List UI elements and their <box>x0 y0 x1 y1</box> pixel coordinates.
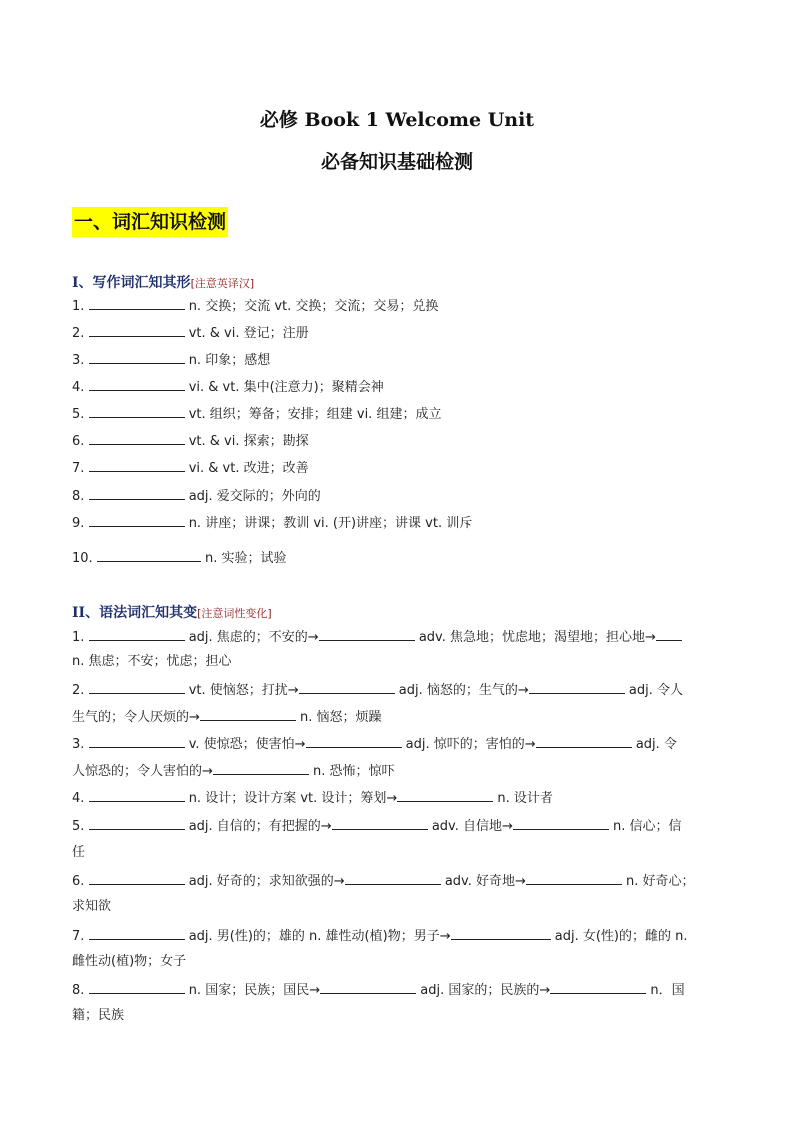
item-text: adj. 令 <box>635 737 677 752</box>
item-num: 1. <box>72 299 85 314</box>
item-num: 3. <box>72 353 85 368</box>
item-num: 7. <box>72 929 85 944</box>
grammar-item-line <box>72 735 732 753</box>
answer-blank[interactable] <box>89 681 185 694</box>
item-num: 7. <box>72 461 85 476</box>
item-num: 2. <box>72 683 85 698</box>
item-text: adv. 焦急地；忧虑地；渴望地；担心地→ <box>418 630 656 645</box>
item-num: 5. <box>72 819 85 834</box>
answer-blank[interactable] <box>200 708 296 721</box>
item-num: 8. <box>72 983 85 998</box>
answer-blank[interactable] <box>526 872 622 885</box>
grammar-item-line <box>72 628 732 646</box>
item-text: n. 恼怒；烦躁 <box>300 710 382 725</box>
item-text: vt. & vi. 探索；勘探 <box>188 434 309 449</box>
grammar-item-line <box>72 1008 732 1024</box>
item-text: n. 设计者 <box>497 791 553 806</box>
answer-blank[interactable] <box>89 817 185 830</box>
grammar-item-line <box>72 654 732 670</box>
item-text: 雌性动(植)物；女子 <box>72 954 187 969</box>
grammar-item-line <box>72 954 732 970</box>
item-text: n．国 <box>650 983 685 998</box>
grammar-item-line <box>72 927 732 945</box>
item-text: 求知欲 <box>72 899 112 914</box>
vocab-item <box>72 378 732 396</box>
item-text: n. 焦虑；不安；忧虑；担心 <box>72 654 232 669</box>
item-text: adj. 焦虑的；不安的→ <box>188 630 319 645</box>
grammar-item-line <box>72 817 732 835</box>
grammar-item-line <box>72 708 732 726</box>
item-text: adj. 爱交际的；外向的 <box>188 489 321 504</box>
item-text: n. 恐怖；惊吓 <box>313 764 395 779</box>
item-text: adj. 好奇的；求知欲强的→ <box>188 874 345 889</box>
answer-blank[interactable] <box>97 549 201 562</box>
item-text: adj. 恼怒的；生气的→ <box>398 683 529 698</box>
part2-heading-text: II、语法词汇知其变 <box>72 605 198 621</box>
item-text: 人惊恐的；令人害怕的→ <box>72 764 213 779</box>
item-text: adj. 男(性)的；雄的 n. 雄性动(植)物；男子→ <box>188 929 451 944</box>
grammar-item-line <box>72 872 732 890</box>
item-text: n. 讲座；讲课；教训 vi. (开)讲座；讲课 vt. 训斥 <box>188 516 473 531</box>
grammar-item-line <box>72 681 732 699</box>
answer-blank[interactable] <box>89 927 185 940</box>
section-heading: 一、词汇知识检测 <box>72 207 228 237</box>
item-text: n. 实验；试验 <box>204 551 287 566</box>
answer-blank[interactable] <box>89 378 185 391</box>
answer-blank[interactable] <box>306 735 402 748</box>
item-text: vi. & vt. 改进；改善 <box>188 461 309 476</box>
answer-blank[interactable] <box>550 981 646 994</box>
vocab-item <box>72 514 732 532</box>
vocab-item <box>72 549 732 567</box>
part2-heading <box>72 602 272 622</box>
vocab-item <box>72 405 732 423</box>
answer-blank[interactable] <box>319 628 415 641</box>
answer-blank[interactable] <box>89 324 185 337</box>
item-text: v. 使惊恐；使害怕→ <box>188 737 306 752</box>
answer-blank[interactable] <box>89 789 185 802</box>
answer-blank[interactable] <box>451 927 551 940</box>
answer-blank[interactable] <box>89 628 185 641</box>
part1-heading <box>72 272 254 292</box>
item-num: 1. <box>72 630 85 645</box>
item-text: n. 信心；信 <box>613 819 682 834</box>
answer-blank[interactable] <box>89 405 185 418</box>
answer-blank[interactable] <box>89 981 185 994</box>
answer-blank[interactable] <box>89 872 185 885</box>
item-text: n. 交换；交流 vt. 交换；交流；交易；兑换 <box>188 299 439 314</box>
item-num: 6. <box>72 434 85 449</box>
part1-heading-text: I、写作词汇知其形 <box>72 275 191 291</box>
vocab-item <box>72 324 732 342</box>
answer-blank[interactable] <box>320 981 416 994</box>
answer-blank[interactable] <box>89 514 185 527</box>
item-text: vi. & vt. 集中(注意力)；聚精会神 <box>188 380 384 395</box>
page-subtitle: 必备知识基础检测 <box>320 151 473 173</box>
page-title: 必修 Book 1 Welcome Unit <box>259 109 535 131</box>
vocab-item <box>72 297 732 315</box>
answer-blank[interactable] <box>89 459 185 472</box>
vocab-item <box>72 351 732 369</box>
item-text: n. 好奇心； <box>626 874 695 889</box>
grammar-item-line <box>72 981 732 999</box>
item-text: adj. 惊吓的；害怕的→ <box>405 737 536 752</box>
item-text: n. 设计；设计方案 vt. 设计；筹划→ <box>188 791 398 806</box>
answer-blank[interactable] <box>89 735 185 748</box>
item-num: 6. <box>72 874 85 889</box>
item-text: n. 印象；感想 <box>188 353 271 368</box>
item-text: adj. 令人 <box>628 683 684 698</box>
item-text: adj. 国家的；民族的→ <box>420 983 551 998</box>
grammar-item-line <box>72 789 732 807</box>
part2-note: [注意词性变化] <box>197 607 272 620</box>
item-text: adv. 好奇地→ <box>444 874 526 889</box>
answer-blank[interactable] <box>332 817 428 830</box>
item-num: 5. <box>72 407 85 422</box>
item-num: 10. <box>72 551 93 566</box>
answer-blank[interactable] <box>213 762 309 775</box>
item-num: 9. <box>72 516 85 531</box>
item-text: vt. 组织；筹备；安排；组建 vi. 组建；成立 <box>188 407 442 422</box>
part1-note: [注意英译汉] <box>190 277 255 290</box>
answer-blank[interactable] <box>345 872 441 885</box>
item-num: 4. <box>72 791 85 806</box>
answer-blank[interactable] <box>536 735 632 748</box>
answer-blank[interactable] <box>529 681 625 694</box>
item-text: adj. 自信的；有把握的→ <box>188 819 332 834</box>
item-text: vt. & vi. 登记；注册 <box>188 326 309 341</box>
item-text: vt. 使恼怒；打扰→ <box>188 683 299 698</box>
answer-blank[interactable] <box>397 789 493 802</box>
grammar-item-line <box>72 899 732 915</box>
item-text: adj. 女(性)的；雌的 n. <box>554 929 688 944</box>
item-num: 4. <box>72 380 85 395</box>
grammar-item-line <box>72 762 732 780</box>
item-num: 2. <box>72 326 85 341</box>
item-text: 籍；民族 <box>72 1008 125 1023</box>
grammar-item-line <box>72 845 732 861</box>
answer-blank[interactable] <box>299 681 395 694</box>
answer-blank[interactable] <box>89 351 185 364</box>
answer-blank[interactable] <box>89 432 185 445</box>
answer-blank[interactable] <box>656 628 682 641</box>
vocab-item <box>72 459 732 477</box>
item-text: adv. 自信地→ <box>431 819 513 834</box>
item-num: 8. <box>72 489 85 504</box>
answer-blank[interactable] <box>89 297 185 310</box>
item-text: n. 国家；民族；国民→ <box>188 983 321 998</box>
answer-blank[interactable] <box>513 817 609 830</box>
vocab-item <box>72 432 732 450</box>
item-text: 生气的；令人厌烦的→ <box>72 710 200 725</box>
item-num: 3. <box>72 737 85 752</box>
vocab-item <box>72 487 732 505</box>
answer-blank[interactable] <box>89 487 185 500</box>
item-text: 任 <box>72 845 86 860</box>
